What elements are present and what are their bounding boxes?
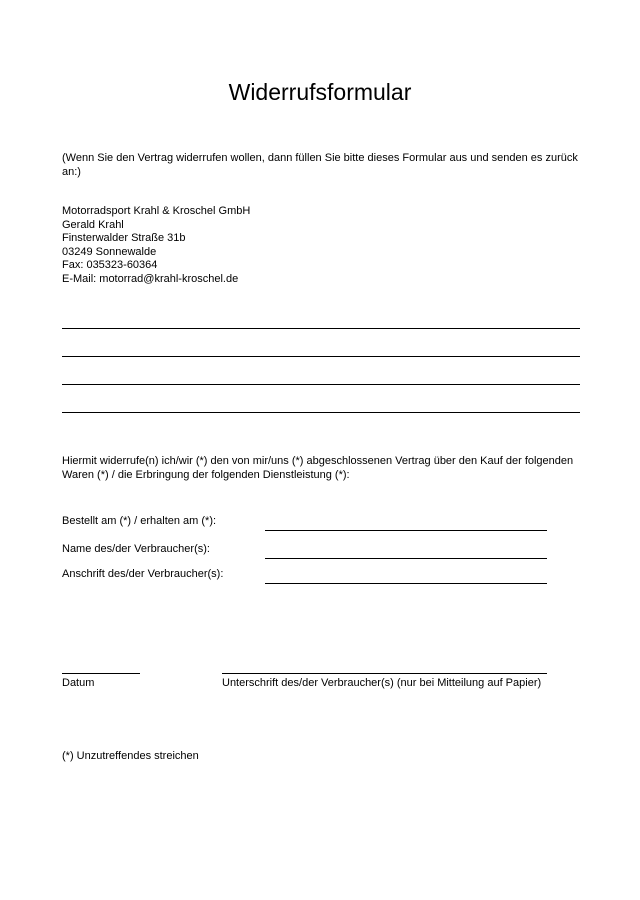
blank-write-line-2[interactable]	[62, 356, 580, 357]
field-input-line-name-verbraucher[interactable]	[265, 558, 547, 559]
date-write-line[interactable]	[62, 673, 140, 674]
blank-write-line-3[interactable]	[62, 384, 580, 385]
intro-note: (Wenn Sie den Vertrag widerrufen wollen, dann füllen Sie bitte dieses Formular aus und senden es zurück an:)	[62, 152, 578, 178]
recipient-email: E-Mail: motorrad@krahl-kroschel.de	[62, 272, 239, 285]
recipient-city: 03249 Sonnewalde	[62, 245, 157, 258]
blank-write-line-4[interactable]	[62, 412, 580, 413]
signature-label: Unterschrift des/der Verbraucher(s) (nur bei Mitteilung auf Papier)	[222, 677, 542, 689]
recipient-contact-person: Gerald Krahl	[62, 218, 124, 231]
recipient-street: Finsterwalder Straße 31b	[62, 232, 186, 244]
signature-write-line[interactable]	[222, 673, 547, 674]
field-label-name-verbraucher: Name des/der Verbraucher(s):	[62, 543, 210, 555]
recipient-address-block	[62, 205, 250, 286]
declaration-text: Hiermit widerrufe(n) ich/wir (*) den von mir/uns (*) abgeschlossenen Vertrag über den Kauf der folgenden Waren (*) / die Erbringung der folgenden Dienstleistung (*):	[62, 455, 574, 481]
field-label-bestellt-am: Bestellt am (*) / erhalten am (*):	[62, 515, 217, 527]
field-input-line-anschrift-verbraucher[interactable]	[265, 583, 547, 584]
field-label-anschrift-verbraucher: Anschrift des/der Verbraucher(s):	[62, 568, 224, 580]
field-input-line-bestellt-am[interactable]	[265, 530, 547, 531]
date-label: Datum	[62, 677, 95, 689]
blank-write-line-1[interactable]	[62, 328, 580, 329]
footnote-text: (*) Unzutreffendes streichen	[62, 750, 199, 762]
recipient-company: Motorradsport Krahl & Kroschel GmbH	[62, 205, 251, 217]
page-title: Widerrufsformular	[228, 79, 412, 105]
recipient-fax: Fax: 035323-60364	[62, 259, 158, 271]
